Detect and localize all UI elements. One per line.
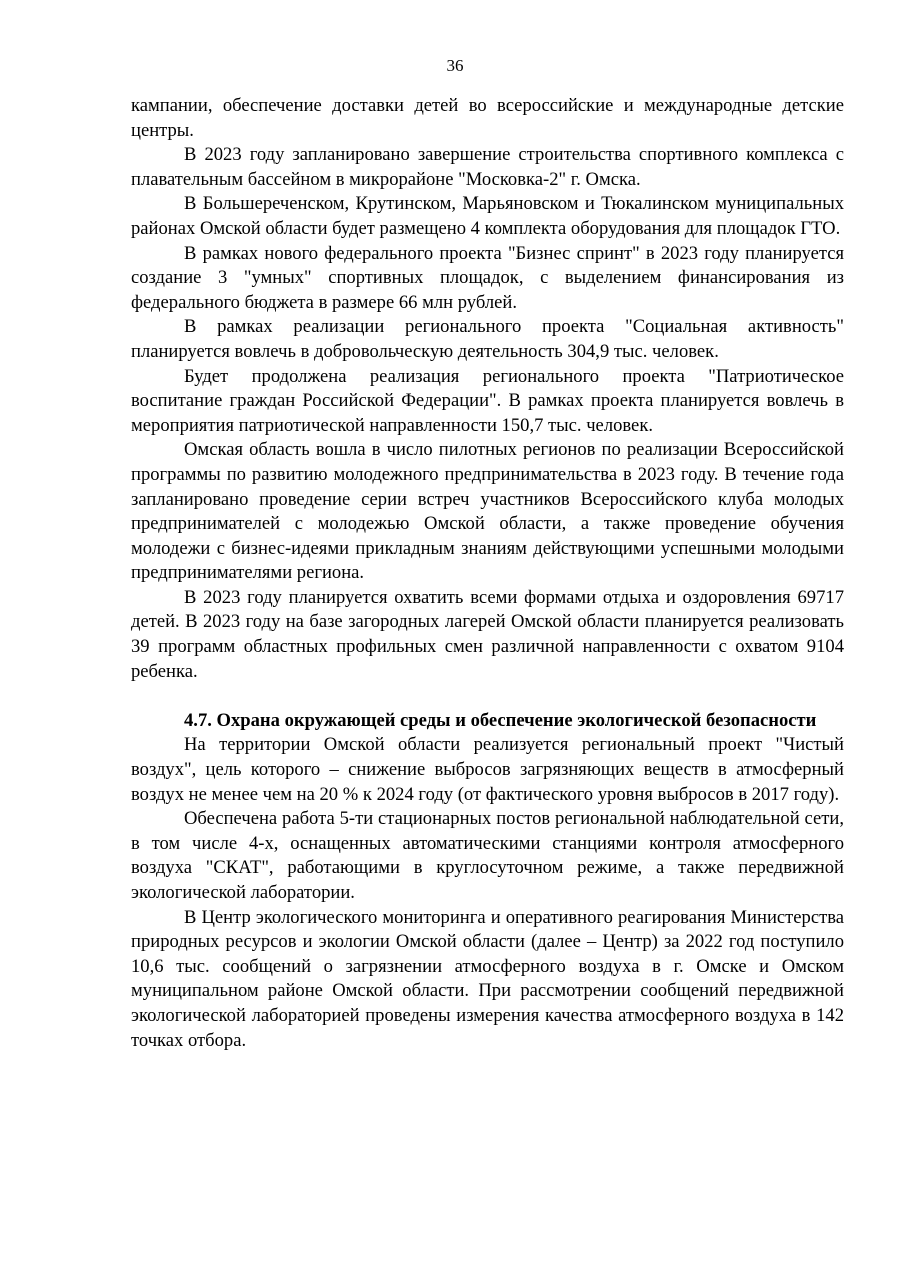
document-body — [131, 94, 844, 1053]
paragraph: В 2023 году планируется охватить всеми формами отдыха и оздоровления 69717 детей. В 2023 году на базе загородных лагерей Омской области планируется реализовать 39 программ областных профильных смен различной направленности с охватом 9104 ребенка. — [131, 586, 844, 682]
paragraph: Омская область вошла в число пилотных регионов по реализации Всероссийской программы по развитию молодежного предпринимательства в 2023 году. В течение года запланировано проведение серии встреч участников Всероссийского клуба молодых предпринимателей с молодежью Омской области, а также проведение обучения молодежи с бизнес-идеями прикладным знаниям действующими успешными молодыми предпринимателями региона. — [131, 439, 844, 584]
section-heading: 4.7. Охрана окружающей среды и обеспечение экологической безопасности — [184, 709, 817, 731]
paragraph: В Центр экологического мониторинга и оперативного реагирования Министерства природных ресурсов и экологии Омской области (далее – Центр) за 2022 год поступило 10,6 тыс. сообщений о загрязнении атмосферного воздуха в г. Омске и Омском муниципальном районе Омской области. При рассмотрении сообщений передвижной экологической лабораторией проведены измерения качества атмосферного воздуха в 142 точках отбора. — [131, 906, 844, 1051]
paragraph: Обеспечена работа 5-ти стационарных постов региональной наблюдательной сети, в том числе 4-х, оснащенных автоматическими станциями контроля атмосферного воздуха "СКАТ", работающими в круглосуточном режиме, а также передвижной экологической лаборатории. — [131, 808, 844, 903]
page-number: 36 — [446, 56, 464, 75]
paragraph: На территории Омской области реализуется региональный проект "Чистый воздух", цель которого – снижение выбросов загрязняющих веществ в атмосферный воздух не менее чем на 20 % к 2024 году (от фактического уровня выбросов в 2017 году). — [131, 734, 844, 805]
paragraph: Будет продолжена реализация регионального проекта "Патриотическое воспитание граждан Российской Федерации". В рамках проекта планируется вовлечь в мероприятия патриотической направленности 150,7 тыс. человек. — [131, 365, 844, 436]
paragraph: В рамках реализации регионального проекта "Социальная активность" планируется вовлечь в добровольческую деятельность 304,9 тыс. человек. — [131, 316, 844, 362]
paragraph: В 2023 году запланировано завершение строительства спортивного комплекса с плавательным бассейном в микрорайоне "Московка-2" г. Омска. — [131, 144, 844, 190]
paragraph: кампании, обеспечение доставки детей во всероссийские и международные детские центры. — [131, 95, 844, 141]
paragraph: В рамках нового федерального проекта "Бизнес спринт" в 2023 году планируется создание 3 "умных" спортивных площадок, с выделением финансирования из федерального бюджета в размере 66 млн рублей. — [131, 242, 844, 313]
paragraph: В Большереченском, Крутинском, Марьяновском и Тюкалинском муниципальных районах Омской области будет размещено 4 комплекта оборудования для площадок ГТО. — [131, 193, 844, 239]
